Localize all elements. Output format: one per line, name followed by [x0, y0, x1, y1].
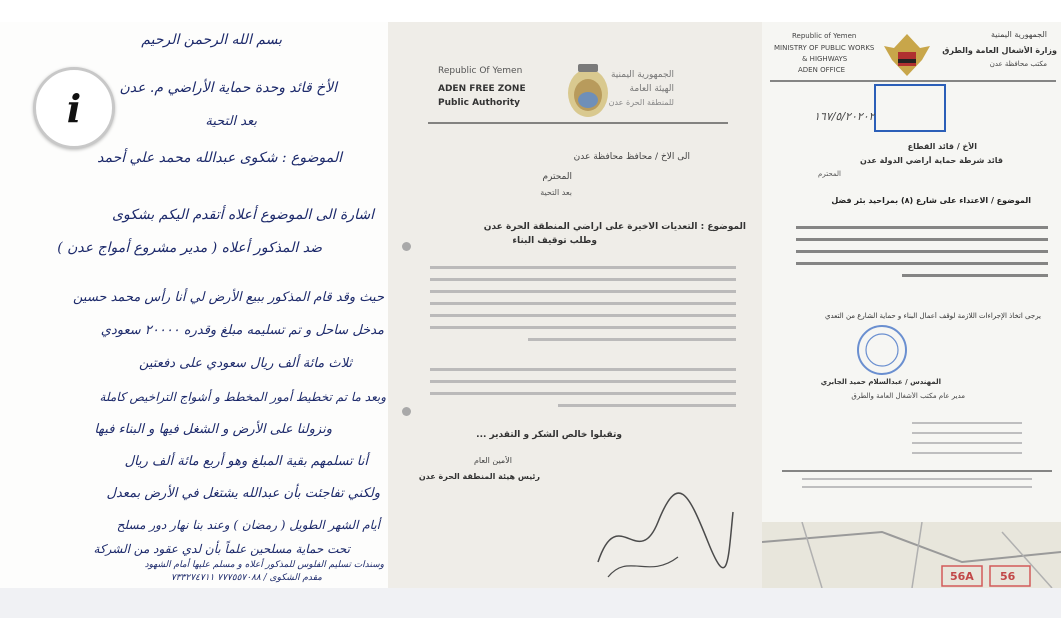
signature-scribble: [588, 482, 738, 582]
handwritten-line: مقدم الشكوى / ٧٧٧٥٥٧٠٨٨ ٧٣٣٢٧٤٧١١: [170, 573, 322, 583]
recipient-line: المحترم: [542, 172, 572, 182]
body-text-line: [902, 274, 1048, 277]
header-rule: [770, 80, 1056, 82]
map-plot-label: 56: [1000, 570, 1016, 583]
handwritten-line: بعد التحية: [205, 114, 257, 129]
handwritten-line: بسم الله الرحمن الرحيم: [141, 32, 282, 48]
recipient-line: الأخ / قائد القطاع: [907, 142, 977, 151]
body-text-line: [796, 226, 1048, 229]
cc-line: [912, 422, 1022, 424]
reference-number: ١٦٧/٥/٢٠٢٠٢: [814, 110, 875, 123]
aden-free-zone-letter-image[interactable]: [388, 22, 762, 588]
body-text-line: [558, 404, 736, 407]
image-strip: [0, 22, 1061, 588]
handwritten-line: ولكني تفاجئت بأن عبدالله يشتغل في الأرض بمعدل: [106, 486, 380, 501]
cc-line: [912, 452, 1022, 454]
body-text-line: [430, 290, 736, 293]
header-en-line: Republic of Yemen: [792, 32, 857, 40]
viewer-top-bar: [0, 0, 1061, 22]
handwritten-letter-image[interactable]: [0, 22, 392, 588]
closing-line: وتقبلوا خالص الشكر و التقدير ...: [476, 430, 622, 440]
header-en-line: ADEN OFFICE: [798, 66, 846, 74]
header-ar-line: الهيئة العامة: [629, 84, 674, 94]
body-text-line: [796, 238, 1048, 241]
body-text-line: [528, 338, 736, 341]
header-en-line: Republic Of Yemen: [438, 66, 523, 76]
binder-hole: [402, 242, 411, 251]
map-plot-label: 56A: [950, 570, 974, 583]
footer-text-line: [802, 478, 1032, 480]
body-text-line: [430, 314, 736, 317]
footer-rule: [782, 470, 1052, 472]
site-map-image[interactable]: [762, 522, 1061, 588]
handwritten-line: وسندات تسليم الفلوس للمذكور أعلاه و مسلم عليها أمام الشهود: [144, 560, 384, 570]
recipient-line: المحترم: [818, 170, 841, 178]
body-text-line: [430, 302, 736, 305]
received-stamp: [874, 84, 946, 132]
ministry-public-works-letter-image[interactable]: [762, 22, 1061, 588]
body-text-line: [430, 278, 736, 281]
handwritten-line: ثلاث مائة ألف ريال سعودي على دفعتين: [138, 356, 352, 371]
body-text-line: [430, 380, 736, 383]
header-ar-line: الجمهورية اليمنية: [610, 70, 674, 80]
header-ar-line: الجمهورية اليمنية: [990, 30, 1047, 39]
handwritten-line: أنا تسلمهم بقية المبلغ وهو أربع مائة ألف ريال: [124, 454, 368, 469]
handwritten-line: الأخ قائد وحدة حماية الأراضي م. عدن: [119, 80, 337, 96]
header-en-line: ADEN FREE ZONE: [438, 84, 526, 94]
viewer-bottom-bar: [0, 588, 1061, 618]
handwritten-line: ونزولنا على الأرض و الشغل فيها و البناء فيها: [94, 422, 332, 437]
signature-title: مدير عام مكتب الأشغال العامة والطرق: [851, 392, 965, 400]
yemen-eagle-emblem-icon: [880, 30, 934, 80]
header-en-line: & HIGHWAYS: [802, 55, 848, 63]
handwritten-line: وبعد ما تم تخطيط أمور المخطط و أشواج التراخيص كاملة: [99, 390, 386, 404]
official-seal-icon: [854, 322, 910, 378]
body-text-line: [796, 250, 1048, 253]
handwritten-line: اشارة الى الموضوع أعلاه أتقدم اليكم بشكوى: [111, 207, 374, 223]
signature-name: المهندس / عبدالسلام حميد الجابري: [820, 378, 941, 386]
recipient-line: قائد شرطة حماية أراضي الدولة عدن: [859, 156, 1003, 165]
header-ar-line: وزارة الأشغال العامة والطرق: [942, 46, 1057, 55]
subject-line: الموضوع : التعديات الأخيرة على أراضي المنطقة الحرة عدن: [483, 222, 746, 232]
body-text-line: [430, 326, 736, 329]
recipient-line: بعد التحية: [540, 188, 572, 197]
handwritten-line: مدخل ساحل و تم تسليمه مبلغ وقدره ٢٠٠٠٠ سعودي: [100, 323, 384, 338]
header-ar-line: للمنطقة الحرة عدن: [608, 98, 674, 107]
signature-name: رئيس هيئة المنطقة الحرة عدن: [418, 472, 540, 481]
cc-line: [912, 432, 1022, 434]
header-rule: [428, 122, 728, 124]
binder-hole: [402, 407, 411, 416]
info-icon: i: [66, 85, 82, 131]
aden-free-zone-emblem-icon: [560, 60, 616, 122]
subject-line: وطلب توقيف البناء: [512, 236, 597, 246]
handwritten-line: الموضوع : شكوى عبدالله محمد علي أحمد: [97, 150, 342, 166]
recipient-line: الى الأخ / محافظ محافظة عدن: [573, 152, 690, 162]
request-line: يرجى اتخاذ الإجراءات اللازمة لوقف أعمال البناء و حماية الشارع من التعدي: [825, 312, 1041, 320]
map-plot-lines: [762, 522, 1061, 588]
info-button[interactable]: [33, 67, 115, 149]
signature-title: الأمين العام: [473, 456, 512, 465]
handwritten-line: أيام الشهر الطويل ( رمضان ) وعند بنا نهار دور مسلح: [116, 518, 380, 532]
body-text-line: [430, 392, 736, 395]
subject-line: الموضوع / الاعتداء على شارع (٨) بمراحيد بئر فضل: [831, 196, 1031, 205]
body-text-line: [796, 262, 1048, 265]
footer-text-line: [802, 486, 1032, 488]
header-en-line: MINISTRY OF PUBLIC WORKS: [774, 44, 875, 52]
handwritten-line: تحت حماية مسلحين علماً بأن لدي عقود من الشركة: [93, 542, 350, 556]
handwritten-line: حيث وقد قام المذكور ببيع الأرض لي أنا رأس محمد حسين: [73, 290, 384, 305]
cc-line: [912, 442, 1022, 444]
header-ar-line: مكتب محافظة عدن: [989, 60, 1047, 68]
header-en-line: Public Authority: [438, 98, 521, 108]
body-text-line: [430, 266, 736, 269]
handwritten-line: ضد المذكور أعلاه ( مدير مشروع أمواج عدن ): [57, 240, 322, 256]
body-text-line: [430, 368, 736, 371]
